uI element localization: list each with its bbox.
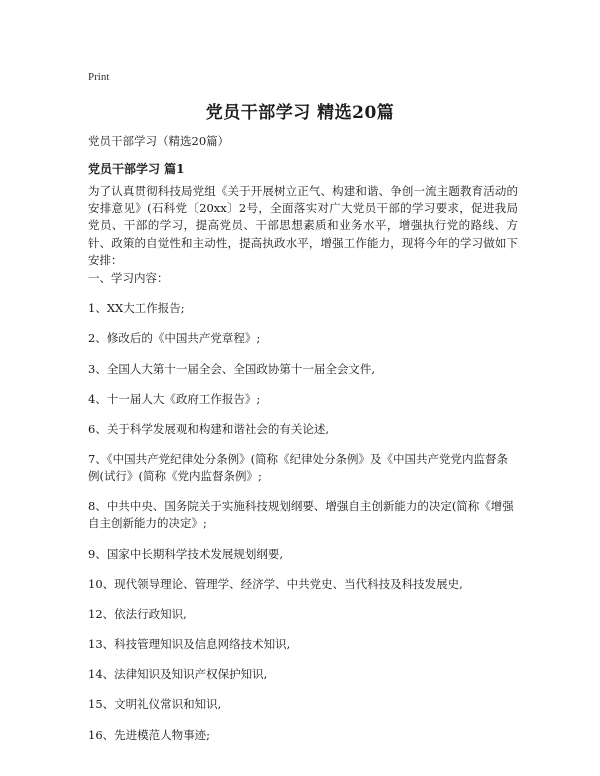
list-item: 4、十一届人大《政府工作报告》;: [88, 391, 261, 406]
print-label: Print: [88, 71, 110, 83]
study-content-list: [88, 270, 518, 757]
list-item: 16、先进模范人物事迹;: [88, 727, 211, 742]
list-item: 6、关于科学发展观和构建和谐社会的有关论述,: [88, 421, 329, 436]
section-heading: 党员干部学习 篇1: [88, 162, 185, 176]
list-item: 14、法律知识及知识产权保护知识,: [88, 667, 268, 682]
list-item: 9、国家中长期科学技术发展规划纲要,: [88, 546, 283, 561]
list-item: 2、修改后的《中国共产党章程》;: [88, 331, 261, 346]
list-item: 12、依法行政知识,: [88, 606, 187, 621]
list-item: 7、《中国共产党纪律处分条例》(简称《纪律处分条例》及《中国共产党党内监督条例(试行》(简称《党内监督条例》;: [88, 452, 509, 484]
page-title: 党员干部学习 精选20篇: [205, 103, 395, 123]
list-item: 8、中共中央、国务院关于实施科技规划纲要、增强自主创新能力的决定(简称《增强自主创新能力的决定》;: [88, 499, 514, 531]
list-item: 13、科技管理知识及信息网络技术知识,: [88, 637, 291, 652]
list-item: 3、全国人大第十一届全会、全国政协第十一届全会文件,: [88, 361, 375, 376]
list-item: 1、XX大工作报告;: [88, 301, 185, 316]
document-subtitle: 党员干部学习（精选20篇）: [88, 134, 230, 148]
intro-paragraph: 为了认真贯彻科技局党组《关于开展树立正气、构建和谐、争创一流主题教育活动的安排意见》(石科党〔20xx〕2号，全面落实对广大党员干部的学习要求，促进我局党员、干部的学习，提高党员、干部思想素质和业务水平，增强执行党的路线、方针、政策的自觉性和主动性，提高执政水平，增强工作能力，现将今年的学习做如下安排：: [88, 184, 518, 267]
list-item: 一、学习内容：: [88, 271, 169, 285]
list-item: 15、文明礼仪常识和知识,: [88, 697, 222, 712]
list-item: 10、现代领导理论、管理学、经济学、中共党史、当代科技及科技发展史,: [88, 576, 463, 591]
